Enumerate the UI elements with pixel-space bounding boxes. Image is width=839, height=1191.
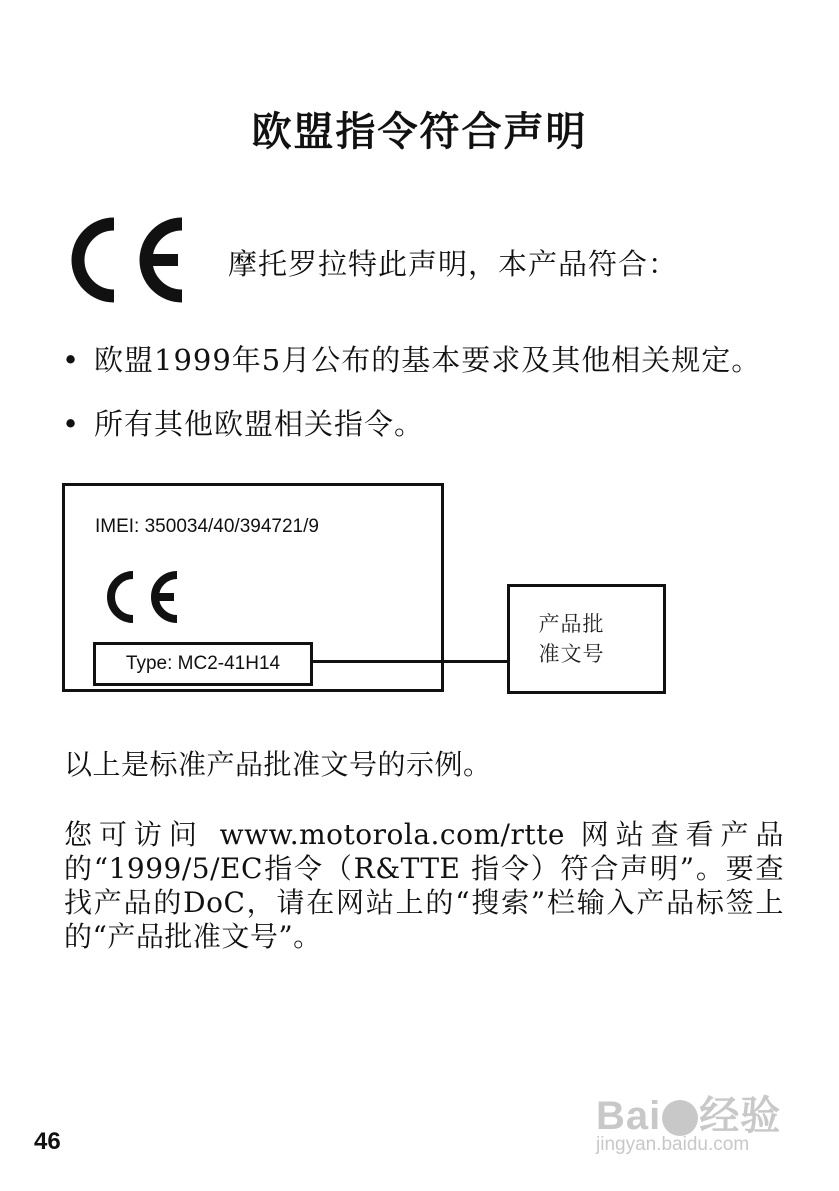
watermark-logo-right: 经验: [699, 1094, 782, 1138]
callout-connector-line: [310, 660, 510, 663]
intro-text: 摩托罗拉特此声明，本产品符合：: [228, 247, 679, 281]
list-item: [62, 338, 761, 379]
baidu-watermark: [592, 1072, 792, 1164]
watermark-url: jingyan.baidu.com: [596, 1134, 750, 1155]
paw-icon: [662, 1100, 698, 1136]
page-number: 46: [34, 1128, 61, 1155]
callout-label: [539, 609, 635, 669]
callout-line: 准文号: [538, 642, 605, 666]
doc-instructions: 您可访问 www.motorola.com/rtte 网站查看产品的“1999/5/EC指令（R&TTE 指令）符合声明”。要查找产品的DoC，请在网站上的“搜索”栏输入产品标签上的“产品批准文号”。: [64, 818, 784, 953]
bullet-text: 所有其他欧盟相关指令。: [94, 407, 425, 441]
example-note: 以上是标准产品批准文号的示例。: [64, 748, 492, 781]
callout-line: 产品批: [538, 612, 605, 636]
imei-text: IMEI: 350034/40/394721/9: [95, 516, 319, 537]
baidu-logo: [596, 1084, 781, 1141]
ce-mark-small-icon: [95, 566, 187, 628]
bullet-text: 欧盟1999年5月公布的基本要求及其他相关规定。: [94, 343, 762, 377]
bullet-symbol: •: [62, 407, 81, 441]
type-approval-number: Type: MC2-41H14: [93, 642, 313, 686]
callout-box: [507, 584, 666, 694]
list-item: [62, 402, 424, 443]
ce-mark-icon: [56, 210, 196, 310]
bullet-symbol: •: [62, 343, 81, 377]
watermark-logo-left: Bai: [596, 1094, 662, 1138]
page-title: 欧盟指令符合声明: [251, 108, 588, 155]
